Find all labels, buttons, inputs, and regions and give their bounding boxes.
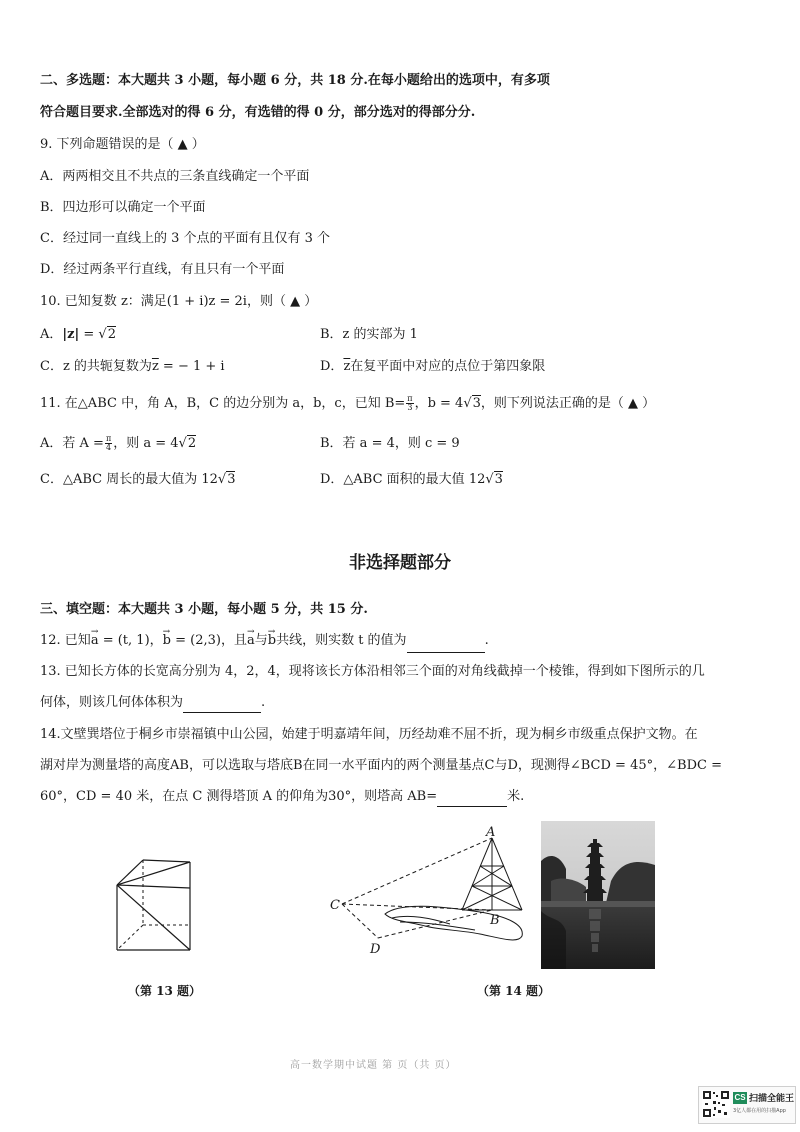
tower-photo (541, 821, 655, 969)
scanner-tagline: 3亿人都在用的扫描App (733, 1108, 786, 1114)
page-footer: 高一数学期中试题 第 页（共 页） (290, 1060, 457, 1071)
q9-option-d: D．经过两条平行直线，有且只有一个平面 (40, 262, 285, 277)
q12-pre: 12. 已知 (40, 633, 91, 648)
q11-stem: 11. 在△ABC 中，角 A，B，C 的边分别为 a，b，c，已知 B= $\frac{\pi}{3}$ ，b = 4√3，则下列说法正确的是（ ▲ ） (40, 394, 656, 412)
q13-caption: （第 13 题） (128, 984, 202, 998)
q11-a-radicand: 2 (187, 436, 197, 451)
q11-option-a: A．若 A = $\frac{\pi}{4}$ ，则 a = 4√2 (40, 434, 197, 452)
q10-d-prefix: D． (320, 359, 344, 374)
q13-line1: 13. 已知长方体的长宽高分别为 4，2，4，现将该长方体沿相邻三个面的对角线截掉一个棱锥，得到如下图所示的几 (40, 664, 705, 679)
q12-vector-b2: → b (268, 630, 276, 652)
q11-a-prefix: A．若 A = (40, 436, 104, 451)
q13-end: . (261, 695, 266, 710)
q10-c-prefix: C．z 的共轭复数为 (40, 359, 152, 374)
q11-stem-end: ，则下列说法正确的是（ ▲ ） (480, 396, 656, 411)
q12-post: 共线，则实数 t 的值为 (276, 633, 407, 648)
q11-fraction (406, 395, 413, 412)
part-title: 非选择题部分 (349, 553, 451, 573)
section3-header: 三、填空题：本大题共 3 小题，每小题 5 分，共 15 分. (40, 602, 368, 617)
q11-a-frac-den: 4 (106, 443, 112, 452)
q14-line3-text: 60°，CD = 40 米，在点 C 测得塔顶 A 的仰角为30°，则塔高 AB= (40, 789, 438, 804)
q11-frac-den: 3 (407, 403, 413, 412)
q11-a-fraction (105, 435, 112, 452)
q11-d-prefix: D．△ABC 面积的最大值 12 (320, 472, 486, 487)
q11-option-c: C．△ABC 周长的最大值为 12√3 (40, 472, 236, 487)
q12-vector-a: → a (91, 630, 99, 652)
section2-header-line1: 二、多选题：本大题共 3 小题，每小题 6 分，共 18 分.在每小题给出的选项中，有多项 (40, 73, 550, 88)
q10-a-eq: = (79, 327, 99, 342)
q11-c-radicand: 3 (227, 472, 236, 487)
q9-option-c: C．经过同一直线上的 3 个点的平面有且仅有 3 个 (40, 231, 331, 246)
q13-answer-blank[interactable] (183, 694, 261, 713)
q10-option-d (320, 358, 545, 376)
q11-stem-text: 11. 在△ABC 中，角 A，B，C 的边分别为 a，b，c，已知 B= (40, 396, 406, 411)
q14-line1: 14.文壁巽塔位于桐乡市崇福镇中山公园，始建于明嘉靖年间，历经劫难不屈不折，现为桐乡市级重点保护文物。在 (40, 727, 698, 742)
q9-option-a: A．两两相交且不共点的三条直线确定一个平面 (40, 169, 310, 184)
scanner-app-name: 扫描全能王 (749, 1094, 795, 1104)
q10-stem (40, 293, 317, 311)
q10-option-c (40, 358, 225, 376)
q12-b-value: = (2,3)，且 (170, 633, 247, 648)
q11-stem-b: ，b = 4 (414, 396, 464, 411)
q12-mid: 与 (254, 633, 268, 648)
q10-option-b: B．z 的实部为 1 (320, 327, 418, 342)
q11-d-radicand: 3 (494, 472, 503, 487)
q11-stem-radicand: 3 (472, 396, 481, 411)
q12-a-value: = (t, 1)， (98, 633, 163, 648)
q14-line3 (40, 788, 524, 807)
q14-line2: 湖对岸为测量塔的高度AB，可以选取与塔底B在同一水平面内的两个测量基点C与D，现测得∠BCD = 45°，∠BDC = (40, 758, 722, 773)
q12-vector-b: → b (163, 630, 171, 652)
q12 (40, 630, 489, 653)
q10-a-radicand: 2 (107, 327, 116, 342)
q14-label-b: B (490, 913, 500, 928)
q13-figure (105, 850, 205, 960)
q10-option-a: A．|z| = √2 (40, 327, 116, 342)
q9-stem: 9. 下列命题错误的是（ ▲ ） (40, 137, 205, 152)
q10-c-conjugate: $\overline{z}$ (151, 359, 159, 374)
q10-stem-end: ，则（ ▲ ） (246, 294, 318, 309)
q14-label-c: C (330, 898, 340, 913)
q14-label-a: A (486, 826, 496, 840)
q10-a-modulus: |z| (62, 327, 80, 342)
q11-c-prefix: C．△ABC 周长的最大值为 12 (40, 472, 218, 487)
q11-a-mid: ，则 a = 4 (113, 436, 179, 451)
q12-vector-a2: → a (247, 630, 255, 652)
q14-caption: （第 14 题） (477, 984, 551, 998)
q11-option-b: B．若 a = 4，则 c = 9 (320, 436, 460, 451)
q14-figure (330, 826, 530, 958)
q12-end: . (484, 633, 489, 648)
q13-line2-text: 何体，则该几何体体积为 (40, 695, 184, 710)
q12-answer-blank[interactable] (407, 630, 485, 653)
qr-code-icon (702, 1090, 730, 1118)
q9-option-b: B．四边形可以确定一个平面 (40, 200, 206, 215)
q14-label-d: D (370, 942, 381, 957)
section2-header-line2: 符合题目要求.全部选对的得 6 分，有选错的得 0 分，部分选对的得部分分. (40, 105, 476, 120)
q14-unit: 米. (507, 789, 525, 804)
q11-option-d: D．△ABC 面积的最大值 12√3 (320, 472, 503, 487)
q11-frac-num: π (407, 394, 413, 403)
q10-c-value: = − 1 + i (158, 359, 225, 374)
q10-a-prefix: A． (40, 327, 63, 342)
q10-d-text: 在复平面中对应的点位于第四象限 (350, 359, 546, 374)
q10-equation: (1 + i)z = 2i (166, 294, 247, 309)
q13-line2 (40, 694, 265, 713)
camscanner-logo-icon: CS (734, 1093, 746, 1102)
q11-a-frac-num: π (105, 434, 112, 443)
scanner-watermark (698, 1086, 796, 1124)
q10-stem-text: 10. 已知复数 z：满足 (40, 294, 167, 309)
q14-answer-blank[interactable] (437, 788, 507, 807)
q10-d-conjugate: $\overline{z}$ (343, 359, 351, 374)
